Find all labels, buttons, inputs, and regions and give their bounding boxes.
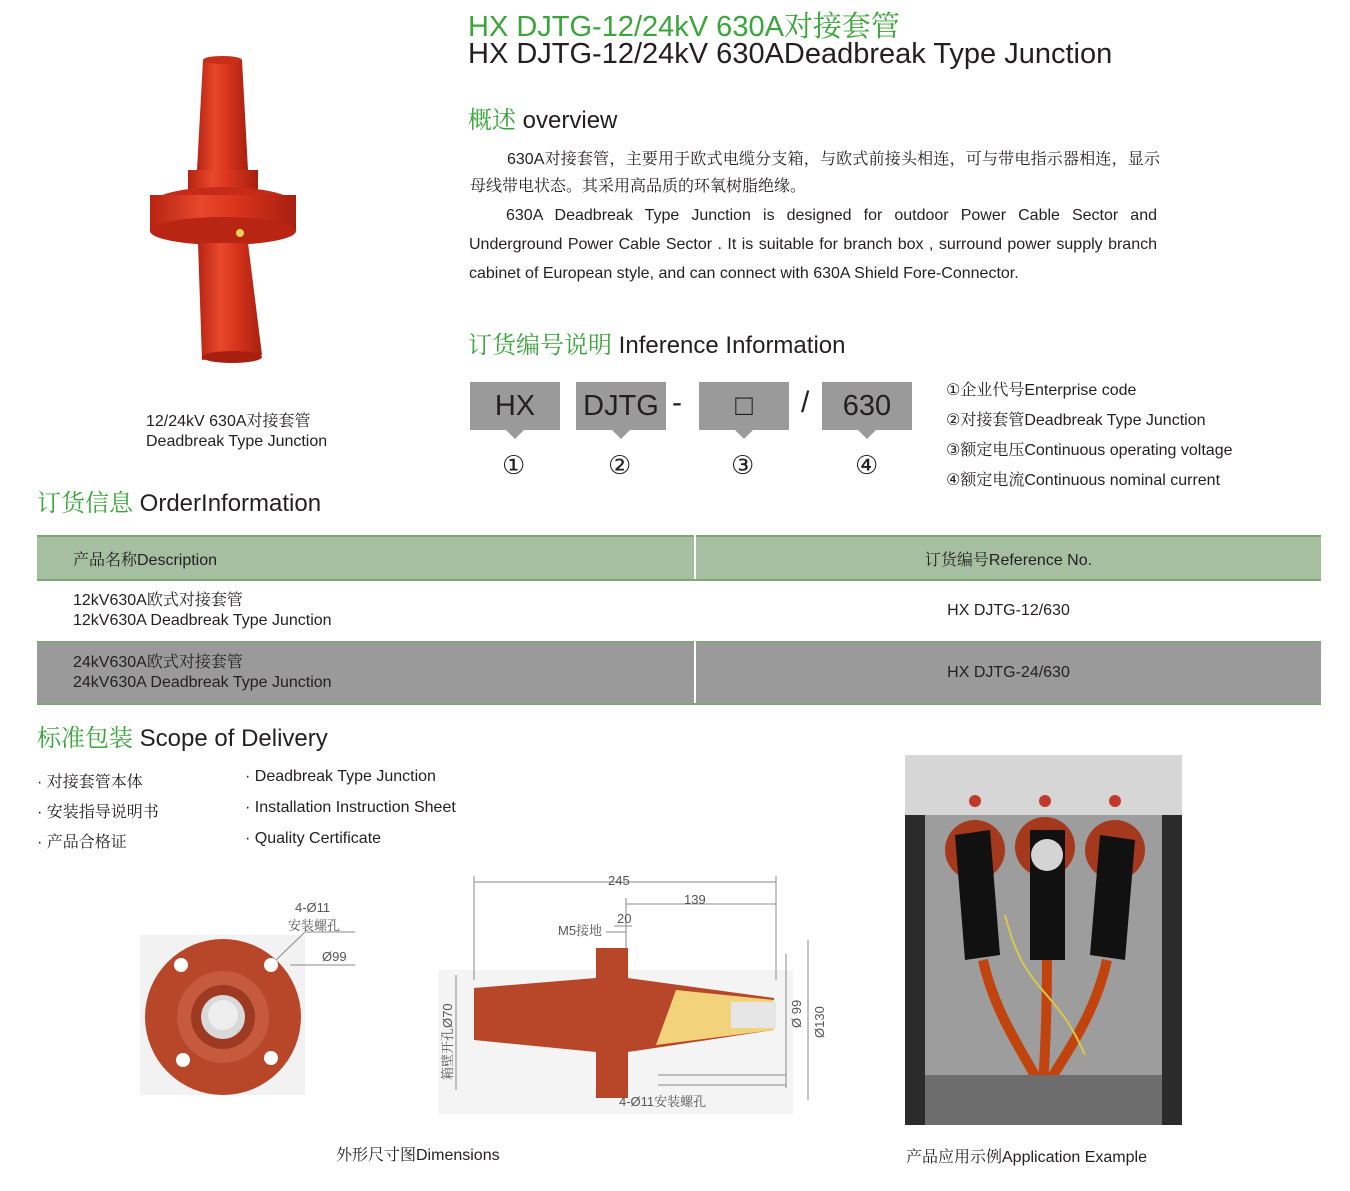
order-table [37,535,1321,705]
legend-item-3: ③额定电压Continuous operating voltage [946,442,1233,459]
dia-outer-label: Ø130 [812,1006,827,1038]
delivery-item-en: · Quality Certificate [245,830,382,847]
code-separator-slash: / [801,386,810,419]
len-part-label: 139 [684,892,706,907]
column-header-reference: 订货编号Reference No. [695,536,1321,580]
len-small-label: 20 [617,911,632,926]
overview-heading [468,100,617,135]
page-title-en: HX DJTG-12/24kV 630ADeadbreak Type Junction [468,38,1113,70]
order-heading-en: OrderInformation [139,490,322,517]
dimension-side-view [436,870,836,1115]
code-box-2: DJTG [576,382,666,430]
code-number-2: ② [608,450,632,480]
row-reference: HX DJTG-12/630 [947,602,1070,619]
delivery-item-cn: · 安装指导说明书 [37,804,159,821]
legend-item-1: ①企业代号Enterprise code [946,382,1137,399]
delivery-heading-cn: 标准包装 [37,725,133,752]
row-description-en: 12kV630A Deadbreak Type Junction [73,612,332,629]
dimensions-caption: 外形尺寸图Dimensions [336,1147,500,1164]
legend-item-2: ②对接套管Deadbreak Type Junction [946,412,1206,429]
front-dia-label: Ø99 [322,949,347,964]
dia-inner-label: Ø 99 [789,999,804,1028]
delivery-heading [37,718,328,753]
delivery-item-en: · Installation Instruction Sheet [245,799,456,816]
table-row [37,580,1321,642]
overview-text-en: 630A Deadbreak Type Junction is designed for outdoor Power Cable Sector and Underground Power Cable Sector . It is suitable for branch box , surround power supply branch cabinet of European style, and can connect with 630A Shield Fore-Connector. [469,207,1157,282]
code-number-1: ① [502,450,526,480]
code-box-1: HX [470,382,560,430]
row-description-en: 24kV630A Deadbreak Type Junction [73,674,332,691]
len-total-label: 245 [608,873,630,888]
delivery-item-en: · Deadbreak Type Junction [245,768,436,785]
table-row [37,642,1321,704]
delivery-item-cn: · 产品合格证 [37,834,127,851]
delivery-heading-en: Scope of Delivery [139,725,328,752]
legend-item-4: ④额定电流Continuous nominal current [946,472,1221,489]
product-caption [146,412,327,452]
code-separator-dash: - [672,386,682,419]
application-caption: 产品应用示例Application Example [906,1149,1147,1166]
inference-heading [468,325,845,360]
column-header-description: 产品名称Description [37,536,695,580]
ground-label: M5接地 [558,923,603,938]
overview-heading-en: overview [522,107,618,134]
front-holes-label: 4-Ø11 [295,900,331,915]
inference-heading-en: Inference Information [618,332,846,359]
row-description-cn: 12kV630A欧式对接套管 [73,592,243,609]
row-description [37,642,695,704]
product-image [140,55,320,370]
code-number-3: ③ [731,450,755,480]
row-description-cn: 24kV630A欧式对接套管 [73,654,243,671]
row-description [37,580,695,642]
inference-heading-cn: 订货编号说明 [468,332,612,359]
order-heading [37,483,321,518]
product-caption-en: Deadbreak Type Junction [146,433,328,450]
order-heading-cn: 订货信息 [37,490,133,517]
code-box-3: □ [699,382,789,430]
wall-hole-label: 箱壁开孔Ø70 [440,1003,455,1080]
front-holes-cn-label: 安装螺孔 [288,918,341,933]
page-title-cn: HX DJTG-12/24kV 630A对接套管 [468,11,900,43]
product-caption-cn: 12/24kV 630A对接套管 [146,413,311,430]
code-box-4: 630 [822,382,912,430]
overview-heading-cn: 概述 [468,107,516,134]
dimension-front-view [140,890,370,1100]
row-reference: HX DJTG-24/630 [695,642,1321,704]
application-photo [905,755,1182,1125]
bottom-holes-label: 4-Ø11安装螺孔 [619,1094,707,1109]
delivery-item-cn: · 对接套管本体 [37,774,143,791]
table-header-row [37,536,1321,580]
overview-text-cn: 630A对接套管，主要用于欧式电缆分支箱，与欧式前接头相连，可与带电指示器相连，显示母线带电状态。其采用高品质的环氧树脂绝缘。 [470,151,1160,195]
code-number-4: ④ [855,450,879,480]
